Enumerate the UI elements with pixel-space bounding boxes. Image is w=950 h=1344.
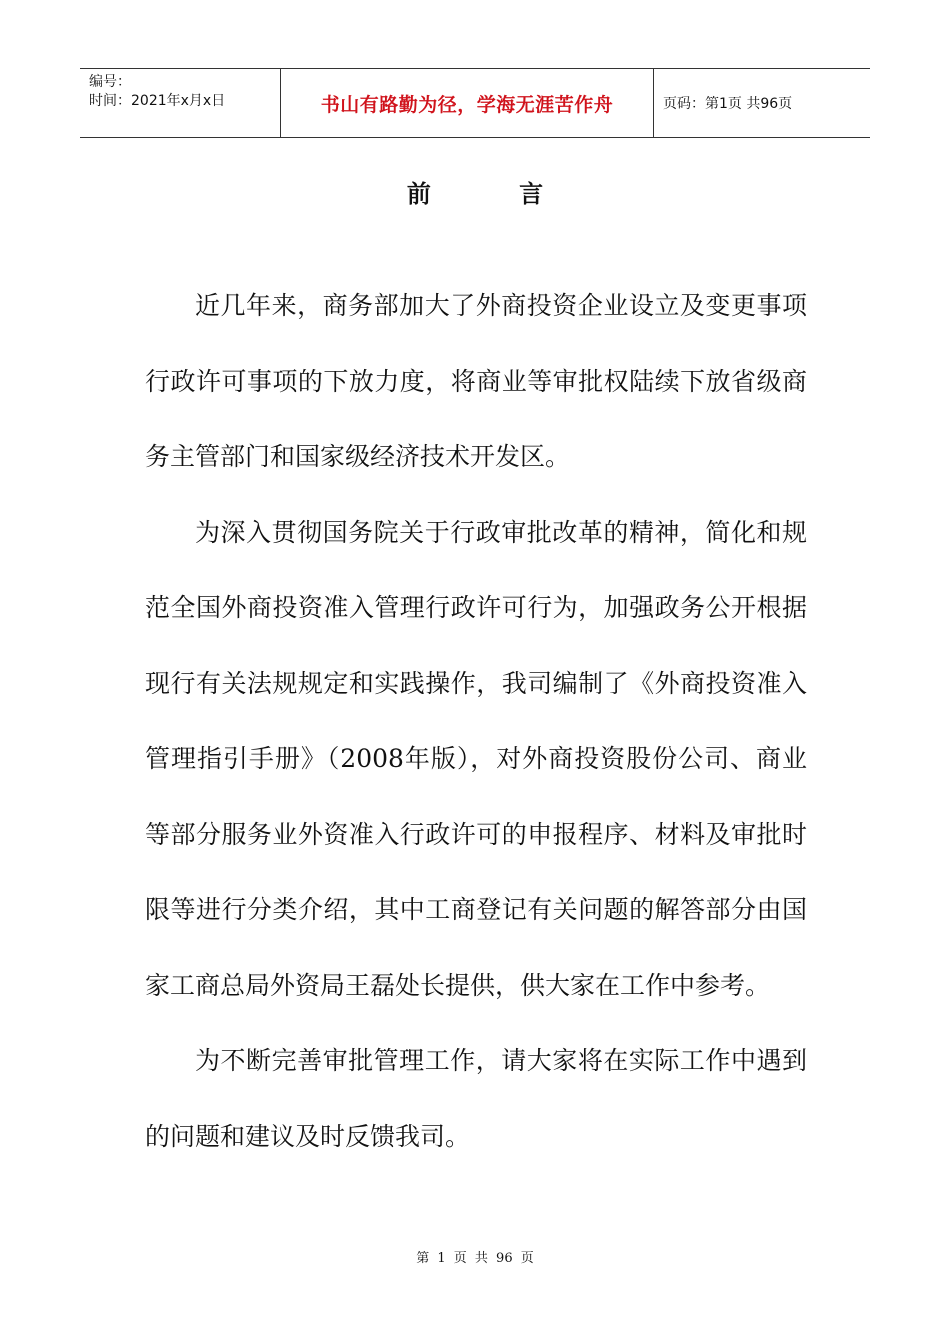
document-body — [145, 268, 807, 1174]
header-page-cell — [654, 69, 870, 137]
page-title: 前 言 — [406, 179, 584, 208]
serial-number-label: 编号： — [89, 74, 131, 90]
date-label: 时间：2021年x月x日 — [89, 93, 226, 109]
page-info: 页码：第1页 共96页 — [663, 96, 793, 112]
paragraph: 为不断完善审批管理工作，请大家将在实际工作中遇到的问题和建议及时反馈我司。 — [145, 1046, 807, 1151]
motto-text: 书山有路勤为径，学海无涯苦作舟 — [320, 93, 614, 116]
header-meta-cell — [80, 69, 281, 137]
paragraph: 为深入贯彻国务院关于行政审批改革的精神，简化和规范全国外商投资准入管理行政许可行为，加强政务公开根据现行有关法规规定和实践操作，我司编制了《外商投资准入管理指引手册》（2008年版），对外商投资股份公司、商业等部分服务业外资准入行政许可的申报程序、材料及审批时限等进行分类介绍，其中工商登记有关问题的解答部分由国家工商总局外资局王磊处长提供，供大家在工作中参考。 — [145, 517, 807, 1000]
page-footer: 第 1 页 共 96 页 — [416, 1251, 534, 1266]
header-table — [80, 68, 870, 138]
paragraph: 近几年来，商务部加大了外商投资企业设立及变更事项行政许可事项的下放力度，将商业等审批权陆续下放省级商务主管部门和国家级经济技术开发区。 — [145, 291, 807, 471]
header-motto-cell — [281, 69, 654, 137]
